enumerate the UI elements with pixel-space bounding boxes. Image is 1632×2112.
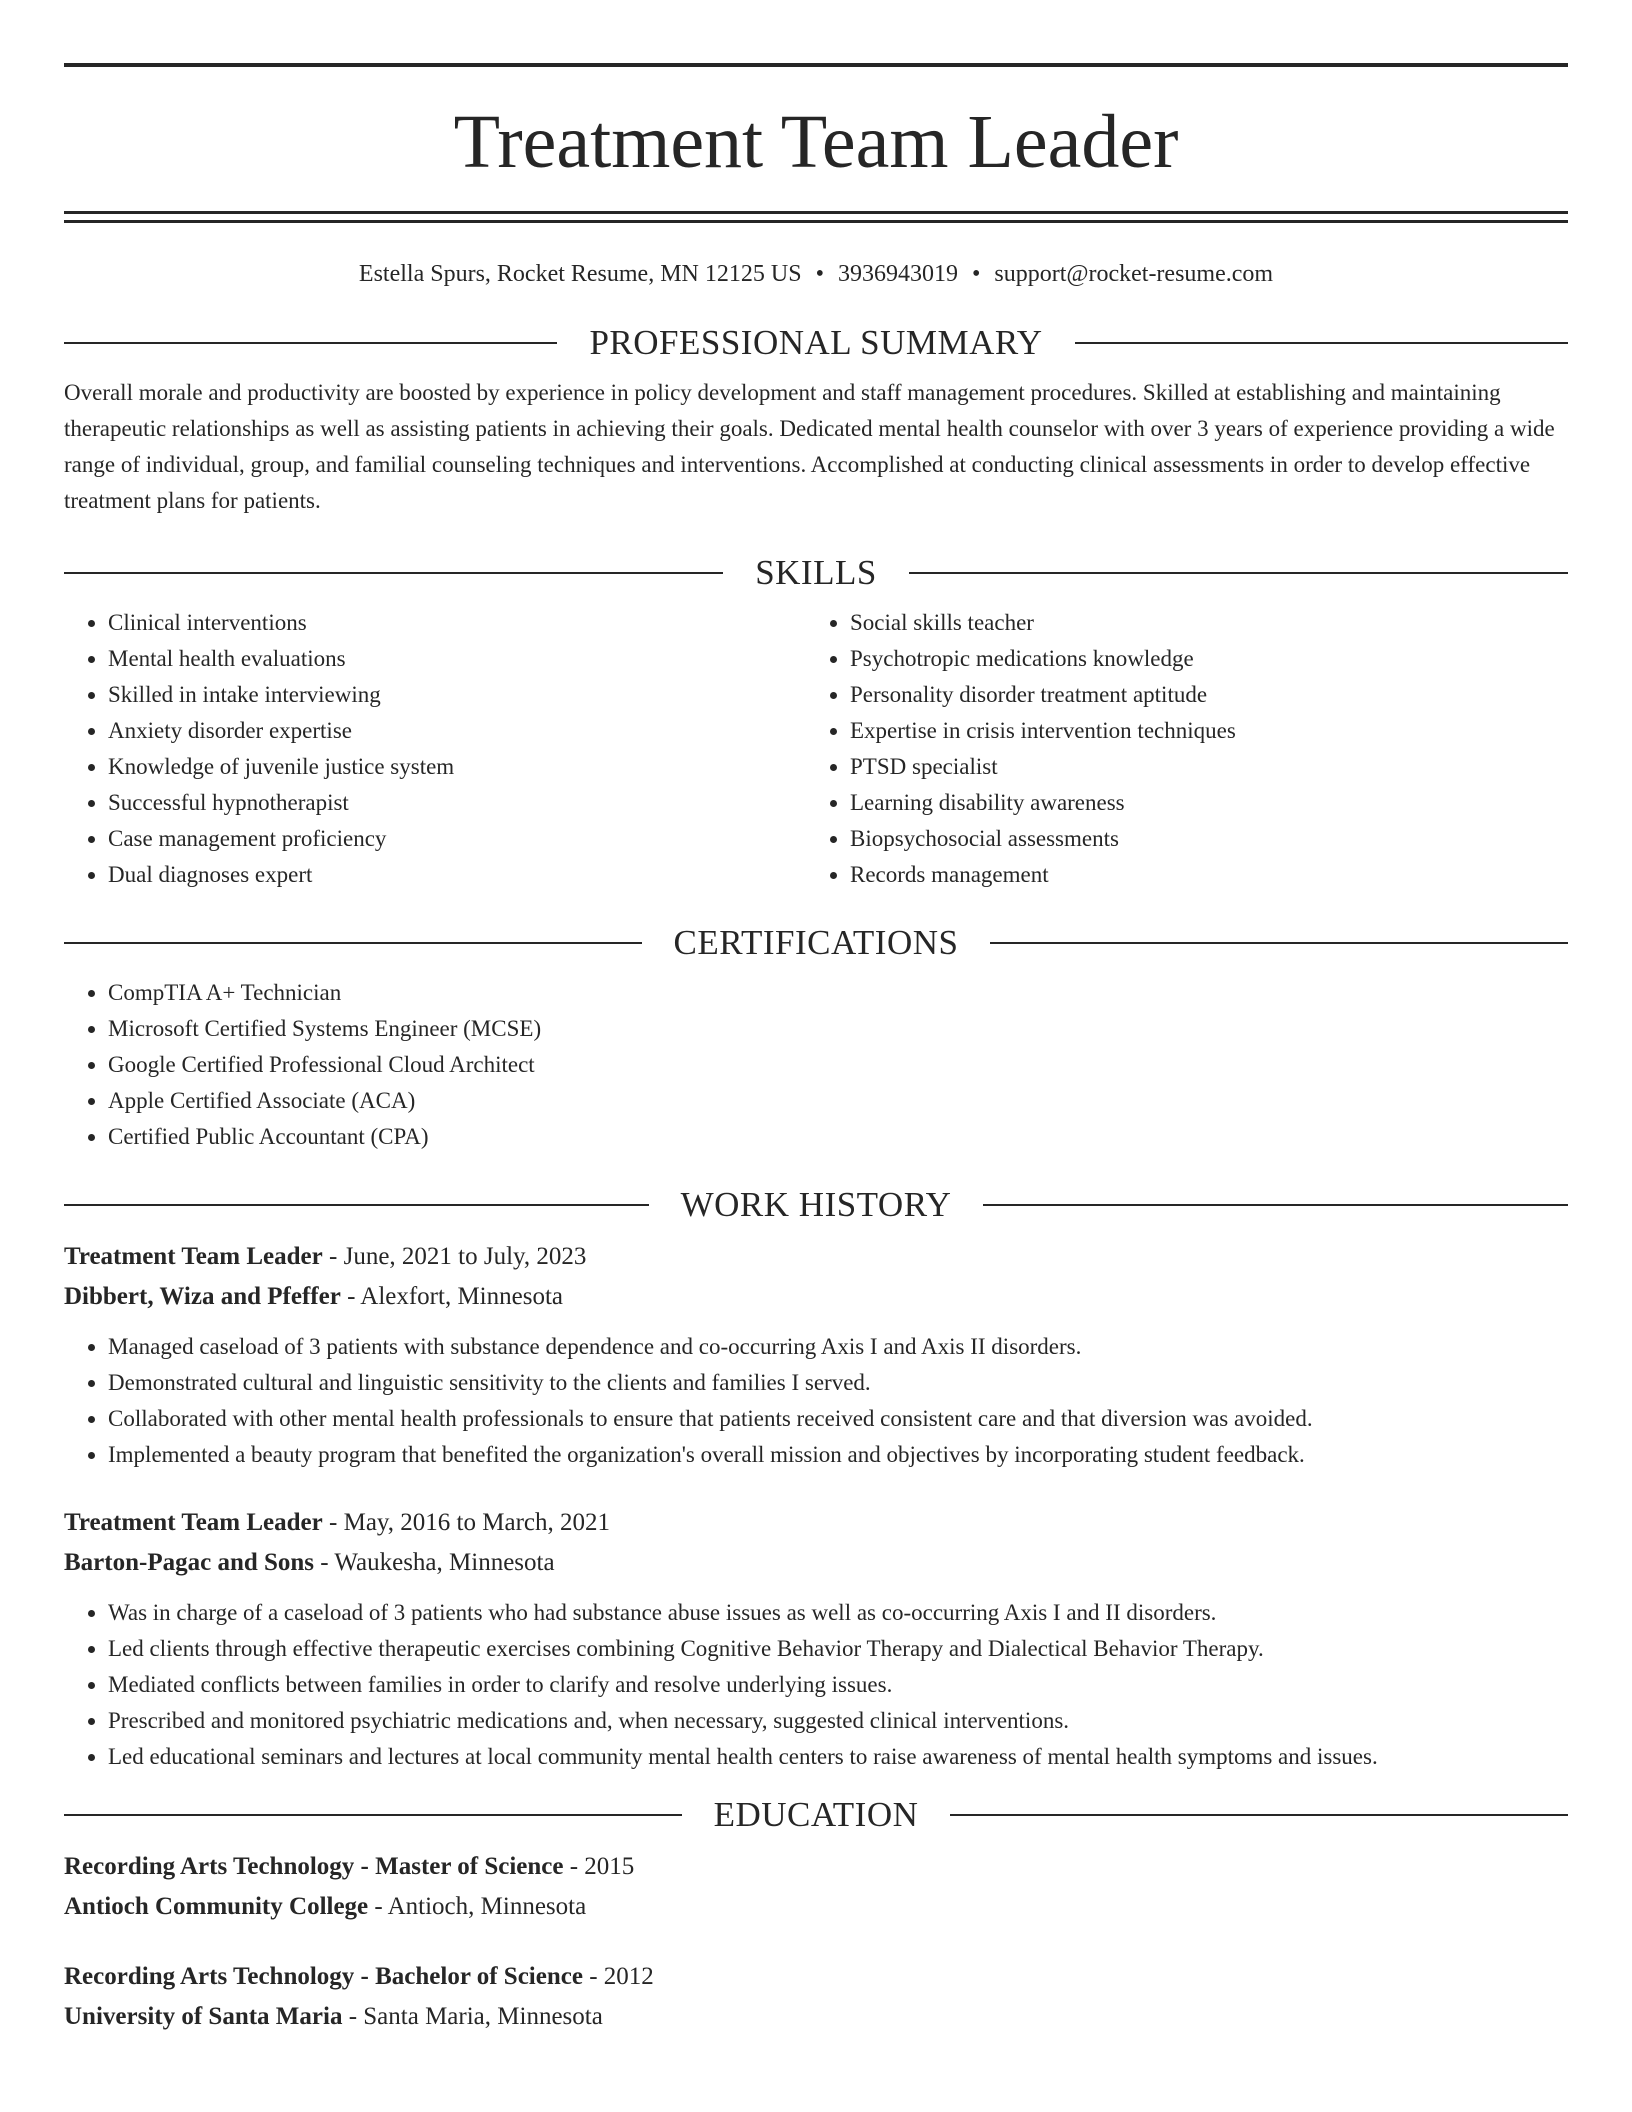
- skill-item: • Expertise in crisis intervention techniques: [850, 713, 1548, 749]
- section-rule: [1075, 342, 1568, 344]
- skills-list-left: [64, 605, 806, 893]
- section-rule: [983, 1204, 1568, 1206]
- section-rule: [64, 1204, 649, 1206]
- section-header-work-history: [64, 1185, 1568, 1225]
- job-bullet: • Implemented a beauty program that benefited the organization's overall mission and objectives by incorporating student feedback.: [108, 1437, 1568, 1473]
- certification-item: • Certified Public Accountant (CPA): [108, 1119, 1568, 1155]
- skill-item: • Learning disability awareness: [850, 785, 1548, 821]
- contact-line: [64, 259, 1568, 289]
- skill-item: • Knowledge of juvenile justice system: [108, 749, 806, 785]
- job-bullet: • Prescribed and monitored psychiatric medications and, when necessary, suggested clinical interventions.: [108, 1703, 1568, 1739]
- section-rule: [950, 1814, 1568, 1816]
- contact-separator: •: [815, 261, 824, 287]
- education-entry: [64, 1847, 1568, 1927]
- job-location: - Alexfort, Minnesota: [340, 1283, 563, 1310]
- education-year: - 2012: [582, 1963, 654, 1990]
- skill-item: • PTSD specialist: [850, 749, 1548, 785]
- skill-item: • Anxiety disorder expertise: [108, 713, 806, 749]
- resume-page: [64, 0, 1568, 2037]
- job-bullet: • Led educational seminars and lectures at local community mental health centers to raise awareness of mental health symptoms and issues.: [108, 1739, 1568, 1775]
- skill-item: • Biopsychosocial assessments: [850, 821, 1548, 857]
- resume-title: Treatment Team Leader: [453, 100, 1179, 184]
- job-bullet: • Mediated conflicts between families in order to clarify and resolve underlying issues.: [108, 1667, 1568, 1703]
- section-title-skills: SKILLS: [755, 553, 877, 592]
- skill-item: • Social skills teacher: [850, 605, 1548, 641]
- contact-separator: •: [971, 261, 981, 287]
- title-rule: [64, 211, 1568, 214]
- skills-grid: [64, 605, 1568, 893]
- section-title-certifications: CERTIFICATIONS: [673, 923, 959, 962]
- job-bullets: [64, 1595, 1568, 1775]
- job-company: Barton-Pagac and Sons: [64, 1549, 315, 1576]
- job-dates: - May, 2016 to March, 2021: [322, 1509, 610, 1536]
- education-school: University of Santa Maria: [64, 2003, 343, 2030]
- skills-column-right: [806, 605, 1548, 893]
- section-title-education: EDUCATION: [713, 1795, 919, 1834]
- education-location: - Antioch, Minnesota: [368, 1893, 587, 1920]
- contact-email: support@rocket-resume.com: [994, 261, 1274, 287]
- education-degree: Recording Arts Technology - Bachelor of Science: [64, 1963, 583, 1990]
- section-header-summary: [64, 323, 1568, 363]
- education-school-line: [64, 1887, 1568, 1927]
- section-title-summary: PROFESSIONAL SUMMARY: [589, 323, 1043, 362]
- contact-phone: 3936943019: [837, 261, 958, 287]
- education-degree: Recording Arts Technology - Master of Science: [64, 1853, 564, 1880]
- section-header-skills: [64, 553, 1568, 593]
- section-header-education: [64, 1795, 1568, 1835]
- certification-item: • Google Certified Professional Cloud Architect: [108, 1047, 1568, 1083]
- education-degree-line: [64, 1957, 1568, 1997]
- skill-item: • Case management proficiency: [108, 821, 806, 857]
- job-company-line: [64, 1277, 1568, 1317]
- job-title: Treatment Team Leader: [64, 1243, 323, 1270]
- section-rule: [64, 342, 557, 344]
- section-rule: [64, 942, 642, 944]
- education-entry: [64, 1957, 1568, 2037]
- education-location: - Santa Maria, Minnesota: [342, 2003, 603, 2030]
- skills-column-left: [64, 605, 806, 893]
- certification-item: • Apple Certified Associate (ACA): [108, 1083, 1568, 1119]
- job-location: - Waukesha, Minnesota: [314, 1549, 555, 1576]
- summary-text: Overall morale and productivity are boosted by experience in policy development and staff management procedures. Skilled at establishing and maintaining therapeutic relationships as well as assisting patients in achieving their goals. Dedicated mental health counselor with over 3 years of experience providing a wide range of individual, group, and familial counseling techniques and interventions. Accomplished at conducting clinical assessments in order to develop effective treatment plans for patients.: [64, 380, 1555, 513]
- job-dates: - June, 2021 to July, 2023: [322, 1243, 587, 1270]
- job-company: Dibbert, Wiza and Pfeffer: [64, 1283, 341, 1310]
- section-rule: [909, 572, 1568, 574]
- section-rule: [990, 942, 1568, 944]
- certification-item: • Microsoft Certified Systems Engineer (MCSE): [108, 1011, 1568, 1047]
- section-rule: [64, 1814, 682, 1816]
- job-bullet: • Led clients through effective therapeutic exercises combining Cognitive Behavior Therapy and Dialectical Behavior Therapy.: [108, 1631, 1568, 1667]
- skills-list-right: [806, 605, 1548, 893]
- skill-item: • Psychotropic medications knowledge: [850, 641, 1548, 677]
- job-title-line: [64, 1503, 1568, 1543]
- job-entry: [64, 1503, 1568, 1775]
- skill-item: • Skilled in intake interviewing: [108, 677, 806, 713]
- skill-item: • Records management: [850, 857, 1548, 893]
- certification-item: • CompTIA A+ Technician: [108, 975, 1568, 1011]
- skill-item: • Successful hypnotherapist: [108, 785, 806, 821]
- section-header-certifications: [64, 923, 1568, 963]
- job-bullet: • Collaborated with other mental health professionals to ensure that patients received consistent care and that diversion was avoided.: [108, 1401, 1568, 1437]
- job-bullets: [64, 1329, 1568, 1473]
- education-degree-line: [64, 1847, 1568, 1887]
- title-rule: [64, 220, 1568, 223]
- skill-item: • Mental health evaluations: [108, 641, 806, 677]
- job-bullet: • Was in charge of a caseload of 3 patients who had substance abuse issues as well as co-occurring Axis I and II disorders.: [108, 1595, 1568, 1631]
- title-block: [64, 63, 1568, 223]
- skill-item: • Dual diagnoses expert: [108, 857, 806, 893]
- job-company-line: [64, 1543, 1568, 1583]
- job-title-line: [64, 1237, 1568, 1277]
- section-rule: [64, 572, 723, 574]
- skill-item: • Clinical interventions: [108, 605, 806, 641]
- education-year: - 2015: [563, 1853, 635, 1880]
- education-school-line: [64, 1997, 1568, 2037]
- job-entry: [64, 1237, 1568, 1473]
- job-bullet: • Demonstrated cultural and linguistic sensitivity to the clients and families I served.: [108, 1365, 1568, 1401]
- contact-address: Estella Spurs, Rocket Resume, MN 12125 US: [358, 261, 802, 287]
- certifications-list: [64, 975, 1568, 1155]
- job-title: Treatment Team Leader: [64, 1509, 323, 1536]
- skill-item: • Personality disorder treatment aptitude: [850, 677, 1548, 713]
- education-school: Antioch Community College: [64, 1893, 369, 1920]
- section-title-work-history: WORK HISTORY: [680, 1185, 952, 1224]
- job-bullet: • Managed caseload of 3 patients with substance dependence and co-occurring Axis I and Axis II disorders.: [108, 1329, 1568, 1365]
